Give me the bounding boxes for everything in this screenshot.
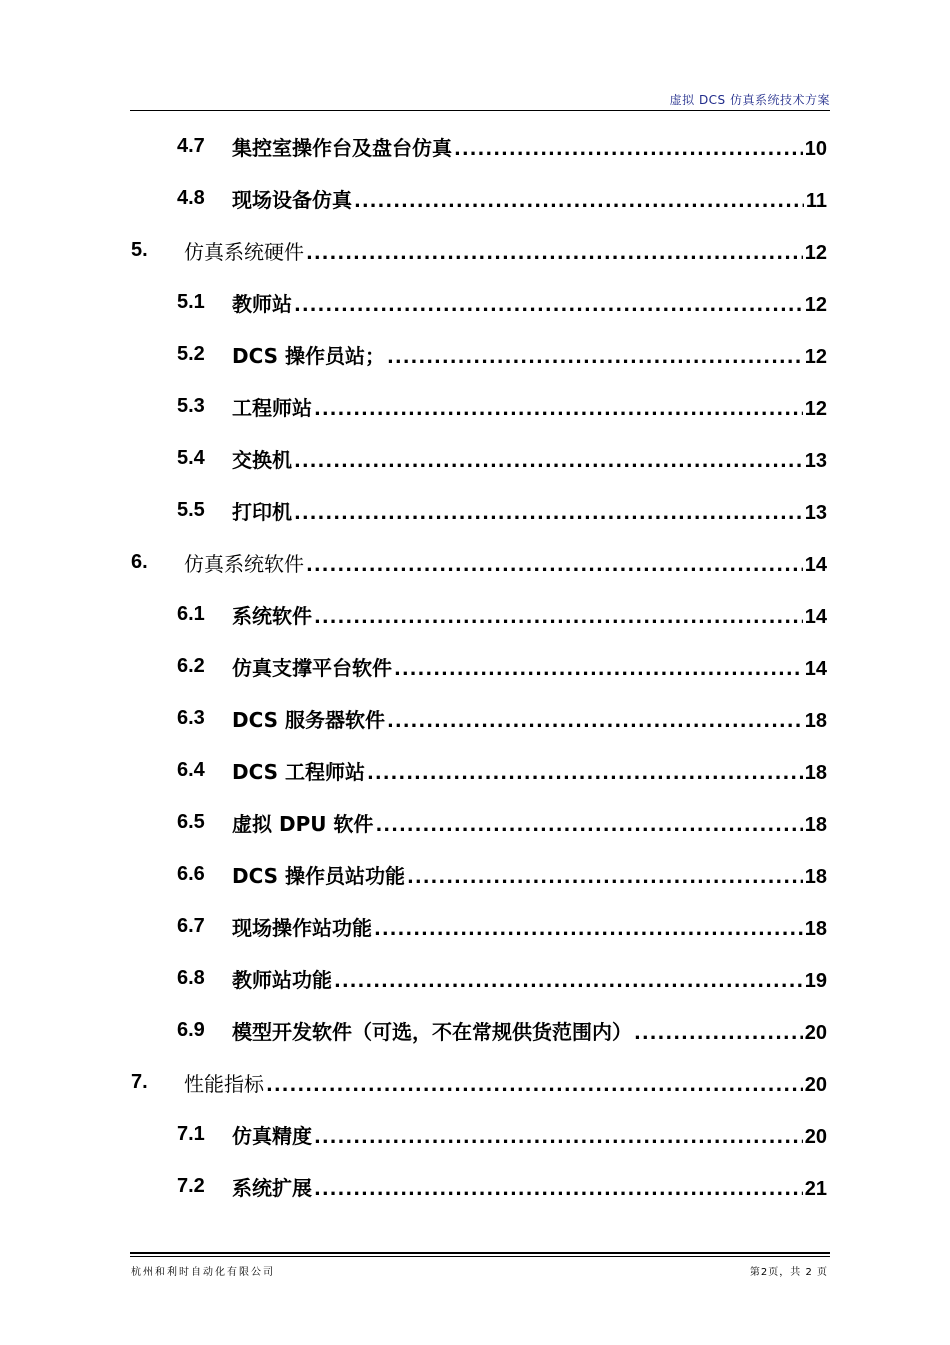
toc-entry-7[interactable] [0,1067,950,1097]
toc-entry-5-5[interactable] [0,495,950,525]
toc-title: 工程师站 [232,395,312,420]
toc-title: 虚拟 DPU 软件 [232,811,374,836]
toc-number: 6.3 [177,706,205,729]
toc-number: 4.7 [177,134,205,157]
toc-leader [306,243,803,264]
toc-number: 7. [131,1070,148,1093]
toc-title: 系统软件 [232,603,312,628]
footer-rule-thin [130,1256,830,1257]
toc-leader [314,399,803,420]
toc-title: 性能指标 [184,1071,264,1096]
toc-page: 18 [804,813,827,836]
toc-title: DCS 操作员站功能 [232,863,406,888]
toc-number: 5.4 [177,446,205,469]
toc-page: 18 [804,865,827,888]
toc-entry-5-4[interactable] [0,443,950,473]
toc-entry-7-2[interactable] [0,1171,950,1201]
toc-entry-5-2[interactable] [0,339,950,369]
header-rule [130,110,830,111]
toc-page: 19 [804,969,827,992]
toc-entry-5-1[interactable] [0,287,950,317]
toc-entry-7-1[interactable] [0,1119,950,1149]
toc-number: 6.4 [177,758,205,781]
toc-title: 集控室操作台及盘台仿真 [232,135,452,160]
toc-leader [367,763,803,784]
toc-page: 20 [804,1125,827,1148]
toc-page: 18 [804,761,827,784]
toc-page: 12 [804,241,827,264]
toc-leader [294,503,803,524]
toc-page: 21 [804,1177,827,1200]
toc-title: DCS 操作员站； [232,343,386,368]
toc-number: 5.3 [177,394,205,417]
toc-number: 6. [131,550,148,573]
toc-entry-6-9[interactable] [0,1015,950,1045]
toc-number: 7.2 [177,1174,205,1197]
toc-title: 仿真精度 [232,1123,312,1148]
toc-page: 18 [804,917,827,940]
toc-title: 现场设备仿真 [232,187,352,212]
toc-title: DCS 工程师站 [232,759,366,784]
toc-page: 18 [804,709,827,732]
toc-page: 14 [804,605,827,628]
toc-number: 5. [131,238,148,261]
toc-title: 现场操作站功能 [232,915,372,940]
toc-entry-6-6[interactable] [0,859,950,889]
toc-entry-6-8[interactable] [0,963,950,993]
footer-page-info: 第2页，共 2 页 [749,1267,828,1278]
toc-page: 20 [804,1073,827,1096]
toc-title: 仿真系统软件 [184,551,304,576]
toc-number: 6.7 [177,914,205,937]
toc-page: 13 [804,501,827,524]
toc-entry-6-3[interactable] [0,703,950,733]
toc-leader [314,1179,803,1200]
toc-title: 教师站功能 [232,967,332,992]
toc-entry-6[interactable] [0,547,950,577]
toc-page: 14 [804,553,827,576]
toc-title: 系统扩展 [232,1175,312,1200]
toc-page: 12 [804,345,827,368]
toc-number: 6.6 [177,862,205,885]
toc-number: 5.5 [177,498,205,521]
toc-entry-6-5[interactable] [0,807,950,837]
header-title: 虚拟 DCS 仿真系统技术方案 [669,93,830,107]
toc-number: 6.2 [177,654,205,677]
toc-title: DCS 服务器软件 [232,707,386,732]
toc-page: 13 [804,449,827,472]
toc-number: 5.2 [177,342,205,365]
toc-number: 6.8 [177,966,205,989]
toc-entry-4-7[interactable] [0,131,950,161]
toc-page: 14 [804,657,827,680]
toc-leader [294,295,803,316]
toc-entry-4-8[interactable] [0,183,950,213]
toc-leader [306,555,803,576]
toc-leader [407,867,803,888]
toc-leader [374,919,803,940]
toc-page: 12 [804,293,827,316]
toc-entry-6-1[interactable] [0,599,950,629]
toc-leader [354,191,804,212]
toc-title: 打印机 [232,499,292,524]
toc-title: 交换机 [232,447,292,472]
toc-leader [394,659,803,680]
toc-leader [314,607,803,628]
toc-entry-5-3[interactable] [0,391,950,421]
toc-page: 12 [804,397,827,420]
toc-number: 6.5 [177,810,205,833]
toc-entry-6-4[interactable] [0,755,950,785]
toc-title: 仿真系统硬件 [184,239,304,264]
toc-page: 11 [805,189,827,212]
toc-number: 6.1 [177,602,205,625]
toc-title: 模型开发软件（可选，不在常规供货范围内） [232,1019,632,1044]
toc-title: 仿真支撑平台软件 [232,655,392,680]
toc-page: 10 [804,137,827,160]
toc-leader [387,347,803,368]
toc-leader [294,451,803,472]
toc-entry-6-2[interactable] [0,651,950,681]
footer-company: 杭州和利时自动化有限公司 [131,1267,275,1278]
toc-page: 20 [804,1021,827,1044]
toc-leader [634,1023,803,1044]
toc-leader [375,815,802,836]
toc-entry-6-7[interactable] [0,911,950,941]
toc-number: 7.1 [177,1122,205,1145]
toc-number: 6.9 [177,1018,205,1041]
toc-leader [454,139,803,160]
toc-leader [266,1075,803,1096]
toc-number: 5.1 [177,290,205,313]
toc-leader [387,711,803,732]
toc-number: 4.8 [177,186,205,209]
toc-leader [334,971,803,992]
toc-title: 教师站 [232,291,292,316]
toc-leader [314,1127,803,1148]
footer-rule-thick [130,1252,830,1254]
toc-entry-5[interactable] [0,235,950,265]
